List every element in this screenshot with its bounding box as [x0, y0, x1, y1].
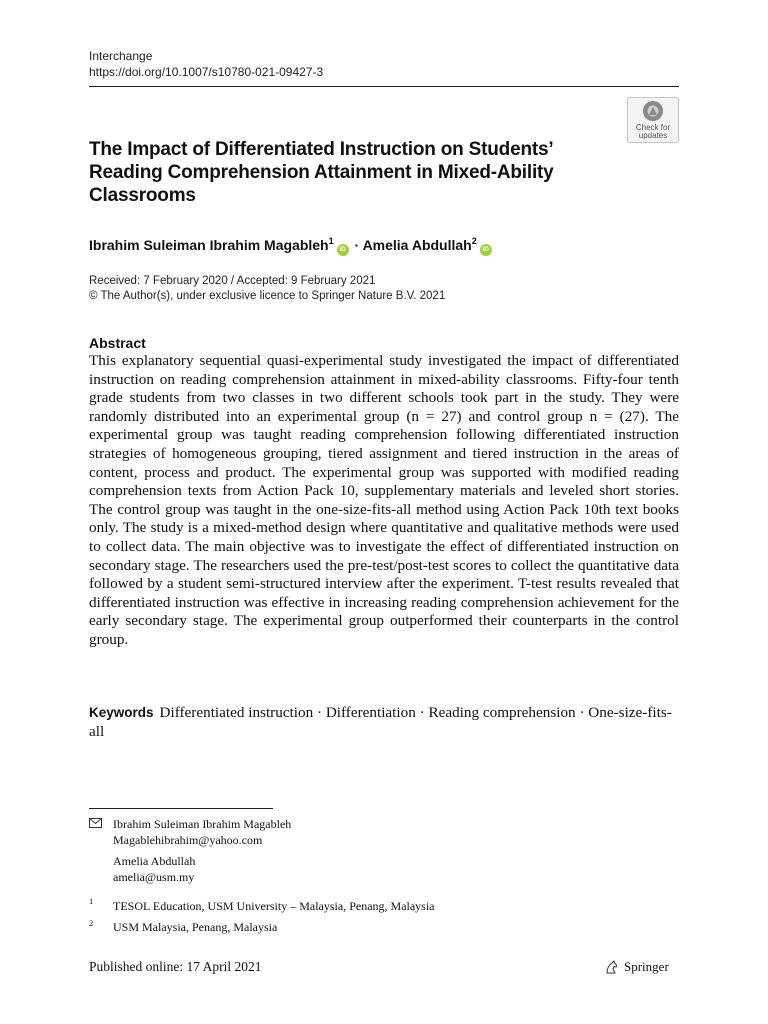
header-rule: [89, 86, 679, 87]
orcid-icon[interactable]: iD: [480, 244, 492, 256]
article-history: [89, 274, 445, 304]
doi-link[interactable]: https://doi.org/10.1007/s10780-021-09427-3: [89, 65, 324, 79]
co-author-contact: [113, 853, 195, 885]
keywords-label: Keywords: [89, 705, 154, 720]
footnote-rule: [89, 808, 273, 809]
envelope-icon: [89, 818, 102, 828]
abstract-body: This explanatory sequential quasi-experimental study investigated the impact of differentiated instruction on reading comprehension attainment in mixed-ability classrooms. Fifty-four tenth grade students from two classes in two different schools took part in the study. They were randomly distributed into an experimental group (n = 27) and control group n = (27). The experimental group was taught reading comprehension following differentiated instruction strategies of homogeneous grouping, tiered assignment and tiered instruction in the areas of content, process and product. The experimental group was supported with modified reading comprehension texts from Action Pack 10, supplementary materials and leveled short stories. The control group was taught in the one-size-fits-all method using Action Pack 10th text books only. The study is a mixed-method design where quantitative and qualitative methods were used to collect data. The main objective was to investigate the effect of differentiated instruction on secondary stage. The researchers used the pre-test/post-test scores to collect the quantitative data followed by a student semi-structured interview after the experiment. T-test results revealed that differentiated instruction was effective in increasing reading comprehension achievement for the early secondary stage. The experimental group outperformed their counterparts in the control group.: [89, 352, 679, 648]
publisher-logo: [604, 957, 669, 977]
orcid-icon[interactable]: iD: [337, 244, 349, 256]
author-name: Ibrahim Suleiman Ibrahim Magableh: [89, 237, 329, 253]
affiliation-text: TESOL Education, USM University – Malaysia, Penang, Malaysia: [113, 899, 435, 913]
check-for-updates-line1: Check for: [635, 123, 671, 132]
check-for-updates-badge[interactable]: [627, 97, 679, 143]
author-name: Amelia Abdullah: [362, 237, 472, 253]
keywords: [89, 704, 679, 741]
publisher-name: Springer: [624, 959, 669, 974]
journal-name: Interchange: [89, 49, 153, 63]
affiliation-number: 2: [89, 918, 94, 928]
author-separator: ·: [354, 237, 360, 253]
copyright-notice: © The Author(s), under exclusive licence to Springer Nature B.V. 2021: [89, 290, 446, 302]
author-affiliation-sup: 2: [471, 236, 477, 246]
springer-horse-icon: [604, 959, 620, 975]
affiliation-text: USM Malaysia, Penang, Malaysia: [113, 920, 278, 934]
published-online-date: Published online: 17 April 2021: [89, 959, 262, 974]
author-affiliation-sup: 1: [328, 236, 334, 246]
journal-header: [89, 48, 323, 80]
contact-email[interactable]: Magablehibrahim@yahoo.com: [113, 833, 263, 847]
article-title: The Impact of Differentiated Instruction on Students’ Reading Comprehension Attainment in Mixed-Ability Classrooms: [89, 139, 554, 206]
contact-name: Ibrahim Suleiman Ibrahim Magableh: [113, 817, 292, 831]
check-for-updates-icon: [627, 97, 679, 143]
contact-email[interactable]: amelia@usm.my: [113, 870, 195, 884]
author-list: [89, 231, 494, 256]
corresponding-author: [113, 816, 291, 848]
contact-name: Amelia Abdullah: [113, 854, 196, 868]
check-for-updates-line2: updates: [638, 131, 668, 140]
abstract-heading: Abstract: [89, 335, 146, 351]
received-accepted-dates: Received: 7 February 2020 / Accepted: 9 February 2021: [89, 275, 376, 287]
affiliation-number: 1: [89, 896, 94, 906]
keywords-text: Differentiated instruction · Differentiation · Reading comprehension · One-size-fits-all: [89, 704, 672, 740]
